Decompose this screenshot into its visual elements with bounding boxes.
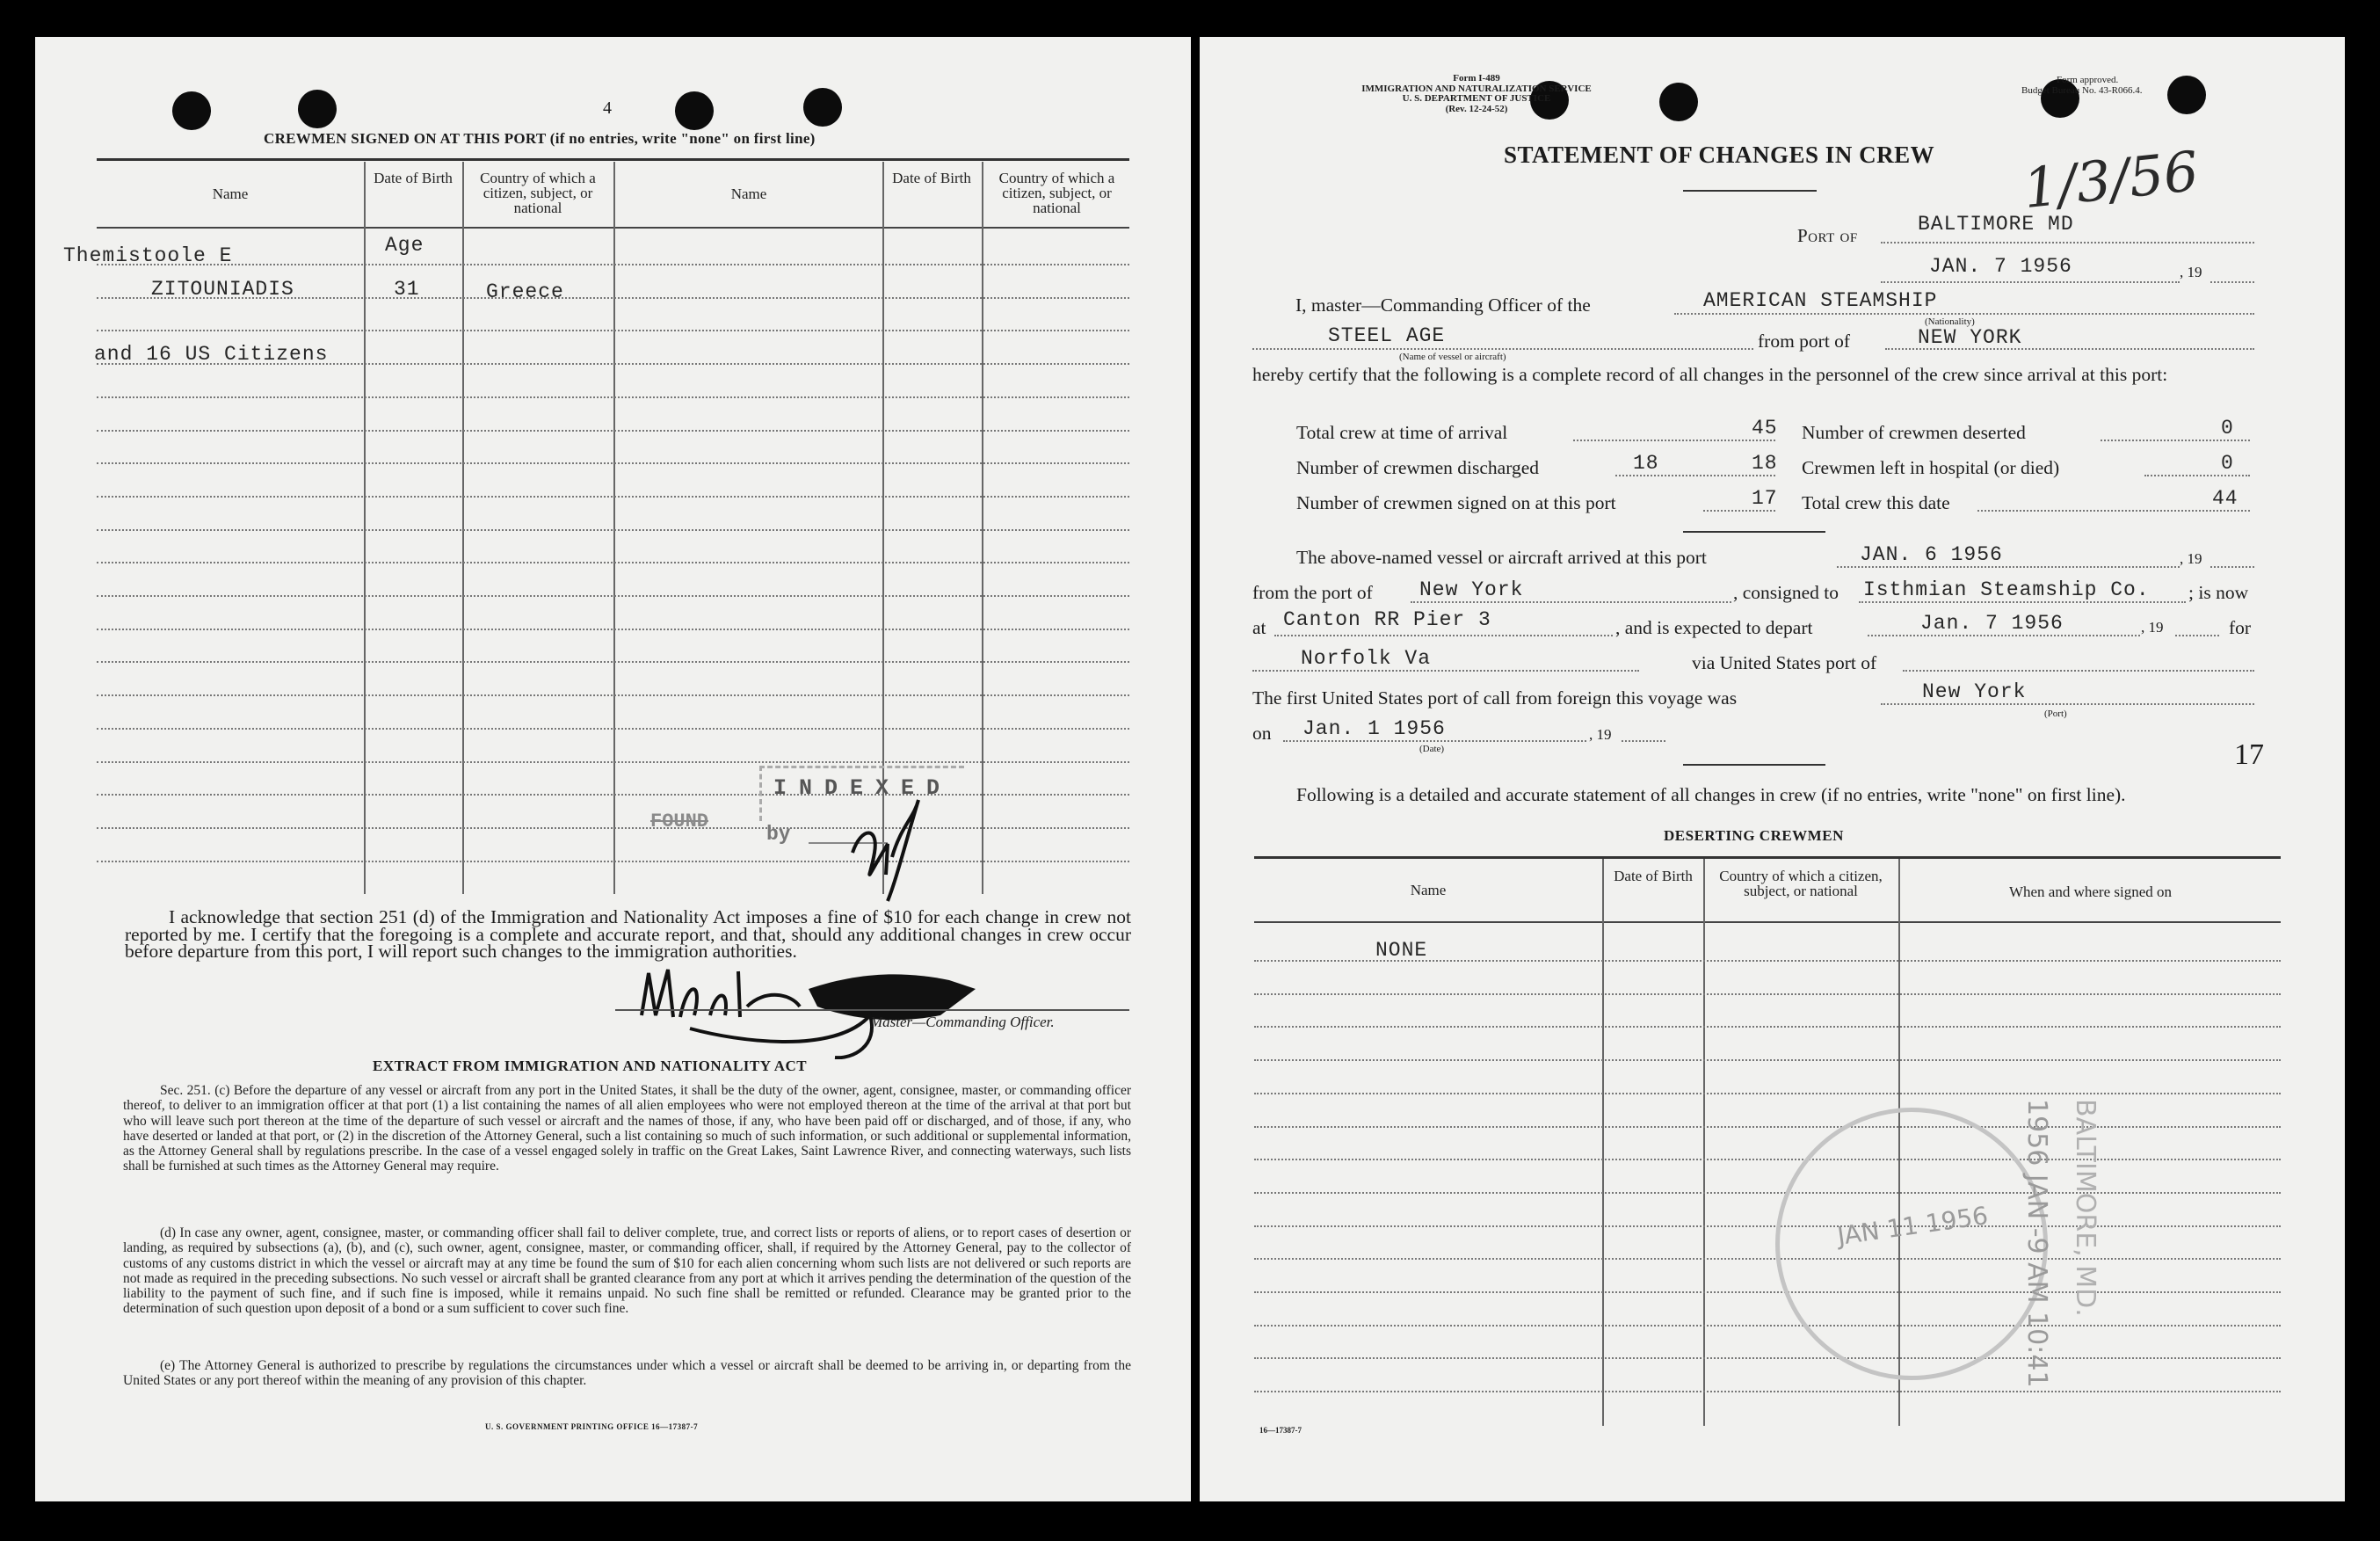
stat-line bbox=[2144, 475, 2250, 476]
punch-hole bbox=[172, 91, 211, 130]
col-header-country: Country of which a citizen, subject, or national bbox=[480, 170, 596, 216]
table-row-line bbox=[1254, 1258, 2281, 1260]
table-row-line bbox=[1254, 1026, 2281, 1028]
col-divider bbox=[1602, 859, 1604, 1426]
page-number: 4 bbox=[603, 98, 612, 118]
extract-section-c: Sec. 251. (c) Before the departure of any vessel or aircraft from any port in the United States, it shall be the duty of the owner, agent, consignee, master, or commanding officer thereof, to deliver to an immigration officer at that port (1) a list containing the names of all alien employees who were not employed thereon at the time of the arrival at that port but who will leave such port thereon at the time of the departure of such vessel or aircraft and the names of those, if any, who have been paid off or discharged, and of those, if any, who have deserted or landed at that port, or (2) in the discretion of the Attorney General, such a list containing so much of such information, or such additional or supplemental information, as the Attorney General shall by regulations prescribe. In the case of a vessel engaged solely in traffic on the Great Lakes, Saint Lawrence River, and connecting waterways, such lists shall be furnished at such times as the Attorney General may require. bbox=[123, 1083, 1131, 1174]
stat-discharged: 18 bbox=[1752, 452, 1778, 475]
table-row-line bbox=[97, 430, 1129, 432]
from-port-value: NEW YORK bbox=[1918, 326, 2022, 349]
stat-line bbox=[2101, 440, 2250, 441]
table-row-name: Themistoole E bbox=[63, 244, 233, 267]
on-date-line bbox=[1283, 740, 1586, 742]
deserting-title: DESERTING CREWMEN bbox=[1664, 827, 1844, 844]
stat-discharged-label: Number of crewmen discharged bbox=[1296, 457, 1540, 478]
table-top-rule bbox=[97, 158, 1129, 161]
destination-line bbox=[1252, 670, 1639, 672]
location-line bbox=[1274, 635, 1613, 636]
received-stamp-ring bbox=[1775, 1108, 2048, 1380]
initials-signature bbox=[844, 791, 940, 905]
year-line bbox=[1622, 740, 1665, 742]
stat-total-arrival-label: Total crew at time of arrival bbox=[1296, 422, 1508, 443]
signature-caption: Master—Commanding Officer. bbox=[870, 1014, 1055, 1030]
extract-section-d: (d) In case any owner, agent, consignee, master, or commanding officer shall fail to deliver complete, true, and correct lists or reports of aliens, or to report cases of desertion or landing, as required by subsections (a), (b), and (c), such owner, agent, consignee, master, or commanding officer, shall, if required by the Attorney General, pay to the collector of customs of any customs district in which the vessel or aircraft may at any time be found the sum of $10 for each alien concerning whom such lists are not delivered or such reports are not made as required in the preceding subsections. No such vessel or aircraft shall be granted clearance from any port at which it arrives pending the determination of the question of the liability to the payment of such fine, and if such fine is imposed, while it remains unpaid. No such fine shall be remitted or refunded. Clearance may be granted prior to the determination of such question upon deposit of a bond or a sum sufficient to cover such fine. bbox=[123, 1225, 1131, 1317]
for-label: for bbox=[2229, 617, 2252, 638]
form-title: STATEMENT OF CHANGES IN CREW bbox=[1504, 142, 1935, 168]
table-row-line bbox=[97, 595, 1129, 597]
crewmen-signed-title: CREWMEN SIGNED ON AT THIS PORT (if no entries, write "none" on first line) bbox=[264, 130, 816, 147]
stat-line bbox=[1977, 510, 2250, 512]
year-suffix: , 19 bbox=[2180, 550, 2202, 567]
right-page bbox=[1200, 37, 2345, 1501]
section-rule bbox=[1683, 764, 1825, 766]
table-top-rule bbox=[1254, 856, 2281, 859]
budget-bureau: Budget Bureau No. 43-R066.4. bbox=[2021, 84, 2143, 96]
found-stamp: FOUND bbox=[650, 810, 709, 832]
stat-hospital-label: Crewmen left in hospital (or died) bbox=[1802, 457, 2060, 478]
from-value: New York bbox=[1419, 578, 1524, 601]
indexed-stamp: INDEXED bbox=[773, 775, 953, 801]
certify-text: hereby certify that the following is a complete record of all changes in the personnel of the crew since arrival at this port: bbox=[1252, 364, 2168, 385]
table-row-line bbox=[97, 728, 1129, 730]
stat-total-arrival: 45 bbox=[1752, 417, 1778, 440]
table-row-line bbox=[1254, 1159, 2281, 1160]
from-line bbox=[1411, 601, 1731, 603]
table-row-name: and 16 US Citizens bbox=[94, 343, 329, 366]
is-now-label: ; is now bbox=[2188, 582, 2249, 603]
stat-signed-on-label: Number of crewmen signed on at this port bbox=[1296, 492, 1616, 513]
stat-line bbox=[1703, 510, 1775, 512]
col-header-country-2: Country of which a citizen, subject, or national bbox=[998, 170, 1115, 216]
on-date: Jan. 1 1956 bbox=[1302, 717, 1446, 740]
punch-hole bbox=[298, 90, 337, 128]
table-row-line bbox=[1254, 1126, 2281, 1128]
table-row-line bbox=[97, 694, 1129, 696]
consigned-label: , consigned to bbox=[1733, 582, 1839, 603]
desert-col-dob: Date of Birth bbox=[1614, 868, 1693, 884]
on-label: on bbox=[1252, 723, 1272, 744]
port-value: BALTIMORE MD bbox=[1918, 213, 2074, 236]
table-row-line bbox=[97, 861, 1129, 862]
nationality-caption: (Nationality) bbox=[1925, 316, 1975, 327]
from-label: from the port of bbox=[1252, 582, 1373, 603]
table-row-line bbox=[1254, 1391, 2281, 1392]
table-row-line bbox=[97, 264, 1129, 265]
port-line bbox=[1881, 242, 2254, 244]
table-row-dob: 31 bbox=[394, 278, 420, 301]
arrived-line bbox=[1837, 566, 2180, 568]
following-text: Following is a detailed and accurate statement of all changes in crew (if no entries, write "none" on first line). bbox=[1296, 784, 2126, 805]
extract-section-e: (e) The Attorney General is authorized to prescribe by regulations the circumstances under which a vessel or aircraft shall be deemed to be arriving in, or departing from the United States or any port thereof within the meaning of any provision of this chapter. bbox=[123, 1358, 1131, 1389]
form-number: Form I-489 bbox=[1453, 73, 1500, 84]
table-row-line bbox=[97, 761, 1129, 763]
depart-date: Jan. 7 1956 bbox=[1920, 612, 2064, 635]
vessel-name: STEEL AGE bbox=[1328, 324, 1446, 347]
table-row-line bbox=[97, 794, 1129, 796]
first-port: New York bbox=[1922, 680, 2027, 703]
depart-label: , and is expected to depart bbox=[1615, 617, 1813, 638]
extract-title: EXTRACT FROM IMMIGRATION AND NATIONALITY ACT bbox=[373, 1058, 808, 1074]
table-row-country: Greece bbox=[486, 280, 564, 303]
col-divider bbox=[462, 162, 464, 894]
table-row-line bbox=[1254, 1357, 2281, 1359]
via-label: via United States port of bbox=[1692, 652, 1877, 673]
page-count: 17 bbox=[2234, 738, 2264, 771]
stat-deserted: 0 bbox=[2221, 417, 2234, 440]
vessel-line bbox=[1252, 348, 1753, 350]
col-header-dob: Date of Birth bbox=[374, 170, 453, 186]
table-row-line bbox=[97, 496, 1129, 498]
arrived-date: JAN. 6 1956 bbox=[1860, 543, 2003, 566]
table-row-line bbox=[97, 330, 1129, 331]
consignee: Isthmian Steamship Co. bbox=[1863, 578, 2150, 601]
first-port-label: The first United States port of call from foreign this voyage was bbox=[1252, 687, 1738, 709]
from-port-line bbox=[1885, 348, 2254, 350]
stat-signed-on: 17 bbox=[1752, 487, 1778, 510]
stat-discharged-pre: 18 bbox=[1633, 452, 1659, 475]
year-line bbox=[2175, 635, 2219, 636]
col-divider bbox=[982, 162, 983, 894]
col-divider bbox=[364, 162, 366, 894]
year-line bbox=[2210, 281, 2254, 283]
table-row-line bbox=[97, 629, 1129, 630]
report-date: JAN. 7 1956 bbox=[1929, 255, 2072, 278]
signature-line bbox=[615, 1009, 1129, 1011]
table-row-line bbox=[1254, 1059, 2281, 1061]
stat-line bbox=[1573, 440, 1775, 441]
at-label: at bbox=[1252, 617, 1266, 638]
first-port-line bbox=[1881, 703, 2254, 705]
year-line bbox=[2210, 566, 2254, 568]
stat-total: 44 bbox=[2212, 487, 2239, 510]
form-approved: Form approved. bbox=[2057, 75, 2119, 85]
agency-name: IMMIGRATION AND NATURALIZATION SERVICE bbox=[1361, 83, 1592, 94]
table-row-line bbox=[1254, 993, 2281, 995]
port-caption: (Port) bbox=[2044, 709, 2067, 719]
table-row-line bbox=[97, 529, 1129, 531]
form-agency-header bbox=[1252, 74, 1701, 114]
col-header-dob-2: Date of Birth bbox=[892, 170, 971, 186]
table-row-line bbox=[1254, 1225, 2281, 1227]
punch-hole bbox=[803, 88, 842, 127]
nationality-line bbox=[1674, 313, 2254, 315]
consigned-line bbox=[1859, 601, 2186, 603]
acknowledgment-text: I acknowledge that section 251 (d) of the Immigration and Nationality Act imposes a fine of $10 for each change in crew not reported by me. I certify that the foregoing is a complete and accurate report, and that, should any additional changes in crew occur before departure from this port, I will report such changes to the immigration authorities. bbox=[125, 906, 1131, 962]
first-entry: NONE bbox=[1375, 939, 1428, 962]
department-name: U. S. DEPARTMENT OF JUSTICE bbox=[1402, 93, 1551, 104]
desert-col-signed-on: When and where signed on bbox=[2008, 883, 2173, 900]
stat-hospital: 0 bbox=[2221, 452, 2234, 475]
form-footer: 16—17387-7 bbox=[1259, 1426, 1302, 1435]
desert-col-name: Name bbox=[1410, 882, 1447, 898]
port-label: Port of bbox=[1797, 225, 1858, 246]
from-port-label: from port of bbox=[1758, 331, 1851, 352]
punch-hole bbox=[675, 91, 714, 130]
table-row-line bbox=[97, 462, 1129, 464]
date-caption: (Date) bbox=[1419, 744, 1445, 754]
handwritten-date: 1/3/56 bbox=[2020, 138, 2202, 222]
date-line bbox=[1881, 281, 2180, 283]
depart-line bbox=[1868, 635, 2140, 636]
table-row-line bbox=[97, 827, 1129, 829]
form-approval bbox=[2021, 76, 2250, 96]
col-header-name-2: Name bbox=[730, 185, 767, 202]
nationality-value: AMERICAN STEAMSHIP bbox=[1703, 289, 1938, 312]
year-suffix: , 19 bbox=[2141, 619, 2164, 636]
received-stamp-place: BALTIMORE, MD. bbox=[2070, 1099, 2101, 1317]
revision: (Rev. 12-24-52) bbox=[1445, 103, 1508, 114]
destination: Norfolk Va bbox=[1301, 647, 1432, 670]
master-label: I, master—Commanding Officer of the bbox=[1295, 294, 1591, 316]
stat-total-label: Total crew this date bbox=[1802, 492, 1950, 513]
table-row-line bbox=[97, 396, 1129, 398]
table-row-line bbox=[97, 661, 1129, 663]
col-divider bbox=[1703, 859, 1705, 1426]
location-value: Canton RR Pier 3 bbox=[1283, 608, 1491, 631]
year-suffix: , 19 bbox=[2180, 264, 2202, 280]
table-row-name: ZITOUNIADIS bbox=[151, 278, 294, 301]
desert-col-country: Country of which a citizen, subject, or national bbox=[1719, 868, 1883, 899]
via-line bbox=[1903, 670, 2254, 672]
vessel-caption: (Name of vessel or aircraft) bbox=[1399, 352, 1506, 362]
received-stamp-date: JAN 11 1956 bbox=[1835, 1201, 1991, 1251]
title-rule bbox=[1683, 190, 1817, 192]
table-row-line bbox=[1254, 1093, 2281, 1094]
table-row-dob: Age bbox=[385, 234, 424, 257]
received-stamp-time: 1956 JAN -9 AM 10:41 bbox=[2021, 1099, 2052, 1388]
table-header-rule bbox=[1254, 921, 2281, 923]
stamp-by: by bbox=[766, 823, 791, 846]
printing-office-footer: U. S. GOVERNMENT PRINTING OFFICE 16—17387-7 bbox=[485, 1422, 699, 1431]
stat-deserted-label: Number of crewmen deserted bbox=[1802, 422, 2026, 443]
stats-rule bbox=[1683, 531, 1825, 533]
year-suffix: , 19 bbox=[1589, 726, 1612, 743]
table-row-line bbox=[1254, 1325, 2281, 1327]
table-row-line bbox=[1254, 1291, 2281, 1293]
table-row-line bbox=[97, 562, 1129, 563]
col-header-name: Name bbox=[212, 185, 249, 202]
col-divider bbox=[613, 162, 615, 894]
arrived-label: The above-named vessel or aircraft arrived at this port bbox=[1296, 547, 1707, 568]
stat-line bbox=[1615, 475, 1775, 476]
table-row-line bbox=[1254, 1192, 2281, 1194]
master-signature bbox=[606, 954, 1028, 1059]
